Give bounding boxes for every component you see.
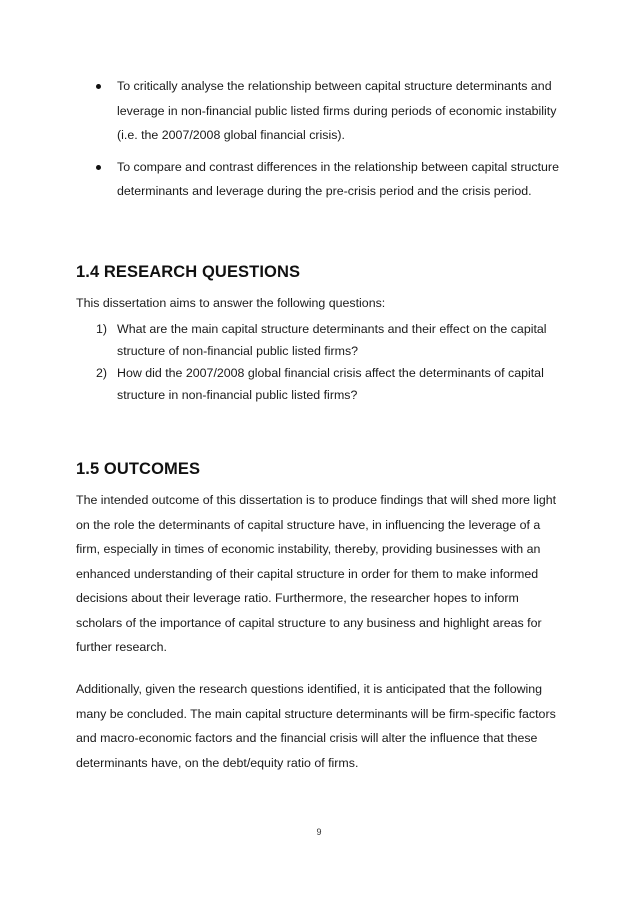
outcomes-paragraph: Additionally, given the research questions identified, it is anticipated that the following many be concluded. The main capital structure determinants will be firm-specific factors and macro-economic factors and the financial crisis will alter the influence that these determinants have, on the debt/equity ratio of firms. <box>76 682 556 770</box>
research-question-item <box>96 319 566 362</box>
outcomes-paragraph: The intended outcome of this dissertation is to produce findings that will shed more light on the role the determinants of capital structure have, in influencing the leverage of a firm, especially in times of economic instability, thereby, providing businesses with an enhanced understanding of their capital structure in order for them to make informed decisions about their leverage ratio. Furthermore, the researcher hopes to inform scholars of the importance of capital structure to any business and highlight areas for further research. <box>76 493 557 654</box>
bullet-icon <box>96 165 101 170</box>
objectives-list <box>96 74 566 211</box>
objective-item <box>96 155 566 204</box>
bullet-icon <box>96 84 101 89</box>
objective-text: To compare and contrast differences in the relationship between capital structure determinants and leverage during the pre-crisis period and the crisis period. <box>117 159 559 198</box>
question-number: 1) <box>96 322 108 336</box>
research-questions-intro: This dissertation aims to answer the following questions: <box>76 296 386 310</box>
page-number: 9 <box>316 827 322 837</box>
question-text: What are the main capital structure determinants and their effect on the capital structure of non-financial public listed firms? <box>117 322 547 358</box>
section-heading-research-questions: 1.4 RESEARCH QUESTIONS <box>76 263 301 281</box>
objective-item <box>96 74 566 148</box>
section-heading-outcomes: 1.5 OUTCOMES <box>76 460 201 478</box>
question-number: 2) <box>96 366 108 380</box>
research-question-item <box>96 363 566 406</box>
question-text: How did the 2007/2008 global financial crisis affect the determinants of capital structure in non-financial public listed firms? <box>117 366 544 402</box>
research-questions-list <box>96 319 566 407</box>
objective-text: To critically analyse the relationship between capital structure determinants and leverage in non-financial public listed firms during periods of economic instability (i.e. the 2007/2008 global financial crisis). <box>117 79 557 142</box>
